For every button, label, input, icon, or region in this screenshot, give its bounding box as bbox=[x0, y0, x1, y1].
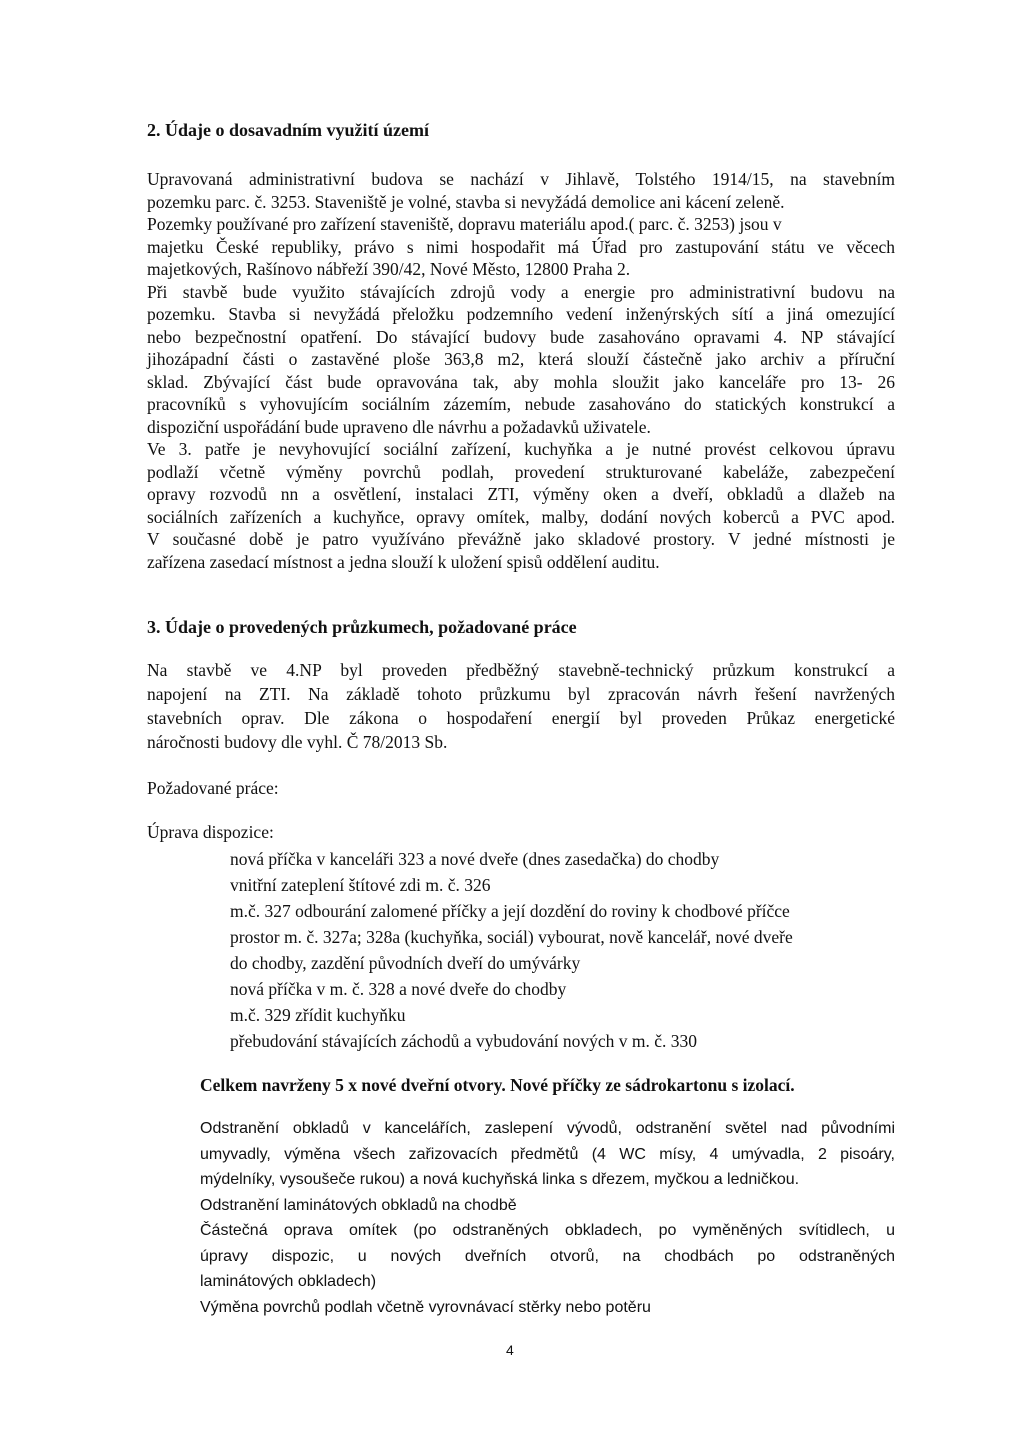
text-line: majetkových, Rašínovo nábřeží 390/42, Nové Město, 12800 Praha 2. bbox=[147, 259, 631, 279]
text-line: sociálních zařízeních a kuchyňce, opravy omítek, malby, dodání nových koberců a PVC apod. bbox=[147, 506, 895, 527]
summary-bold: Celkem navrženy 5 x nové dveřní otvory. Nové příčky ze sádrokartonu s izolací. bbox=[200, 1075, 795, 1095]
text-line: stavebních oprav. Dle zákona o hospodaření energií byl proveden Průkaz energetické bbox=[147, 708, 895, 728]
text-line: podlaží včetně výměny povrchů podlah, provedení strukturované kabeláže, zabezpečení bbox=[147, 461, 895, 482]
required-works-label: Požadované práce: bbox=[147, 778, 279, 798]
list-item: laminátových obkladech) bbox=[200, 1273, 377, 1290]
text-line: opravy rozvodů nn a osvětlení, instalaci ZTI, výměny oken a dveří, obkladů a dlažeb na bbox=[147, 484, 895, 504]
page-number: 4 bbox=[506, 1342, 514, 1358]
list-item: vnitřní zateplení štítové zdi m. č. 326 bbox=[230, 875, 491, 895]
list-item: nová příčka v m. č. 328 a nové dveře do chodby bbox=[230, 979, 567, 999]
works-list bbox=[200, 1116, 895, 1320]
list-item: umyvadly, výměna všech zařizovacích předmětů (4 WC mísy, 4 umývadla, 2 pisoáry, bbox=[200, 1145, 895, 1163]
layout-items-list bbox=[230, 846, 890, 1054]
list-item: prostor m. č. 327a; 328a (kuchyňka, sociál) vybourat, nově kancelář, nové dveře bbox=[230, 927, 793, 947]
list-item: mýdelníky, vysoušeče rukou) a nová kuchyňská linka s dřezem, myčkou a ledničkou. bbox=[200, 1171, 800, 1188]
text-line: pozemku parc. č. 3253. Staveniště je volné, stavba si nevyžádá demolice ani kácení zeleně. bbox=[147, 191, 785, 212]
list-item: m.č. 329 zřídit kuchyňku bbox=[230, 1005, 406, 1025]
text-line: majetku České republiky, právo s nimi hospodařit má Úřad pro zastupování státu ve věcech bbox=[147, 236, 895, 257]
section-3-paragraph bbox=[147, 658, 895, 754]
list-item: Výměna povrchů podlah včetně vyrovnávací stěrky nebo potěru bbox=[200, 1298, 651, 1316]
text-line: nebo bezpečnostní opatření. Do stávající budovy bude zasahováno opravami 4. NP stávající bbox=[147, 326, 895, 347]
section-2-paragraph bbox=[147, 168, 895, 573]
text-line: zařízena zasedací místnost a jedna slouží k uložení spisů oddělení auditu. bbox=[147, 551, 660, 572]
text-line: náročnosti budovy dle vyhl. Č 78/2013 Sb. bbox=[147, 732, 448, 752]
text-line: napojení na ZTI. Na základě tohoto průzkumu byl zpracován návrh řešení navržených bbox=[147, 684, 895, 704]
text-line: Na stavbě ve 4.NP byl proveden předběžný stavebně-technický průzkum konstrukcí a bbox=[147, 660, 895, 680]
text-line: dispoziční uspořádání bude upraveno dle návrhu a požadavků uživatele. bbox=[147, 416, 651, 437]
text-line: sklad. Zbývající část bude opravována tak, aby mohla sloužit jako kanceláře pro 13- 26 bbox=[147, 371, 895, 392]
text-line: Při stavbě bude využito stávajících zdrojů vody a energie pro administrativní budovu na bbox=[147, 281, 895, 302]
section-2-title: 2. Údaje o dosavadním využití území bbox=[147, 120, 430, 140]
list-item: Odstranění laminátových obkladů na chodbě bbox=[200, 1196, 517, 1214]
text-line: Upravovaná administrativní budova se nachází v Jihlavě, Tolstého 1914/15, na stavebním bbox=[147, 169, 895, 189]
text-line: V současné době je patro využíváno převážně jako skladové prostory. V jedné místnosti je bbox=[147, 529, 895, 549]
text-line: pozemku. Stavba si nevyžádá přeložku podzemního vedení inženýrských sítí a jiná omezující bbox=[147, 304, 895, 324]
list-item: m.č. 327 odbourání zalomené příčky a její dozdění do roviny k chodbové příčce bbox=[230, 901, 790, 921]
text-line: Ve 3. patře je nevyhovující sociální zařízení, kuchyňka a je nutné provést celkovou úpravu bbox=[147, 439, 895, 459]
layout-label: Úprava dispozice: bbox=[147, 822, 274, 842]
list-item: Částečná oprava omítek (po odstraněných obkladech, po vyměněných svítidlech, u bbox=[200, 1222, 895, 1239]
text-line: pracovníků s vyhovujícím sociálním zázemím, nebude zasahováno do statických konstrukcí a bbox=[147, 394, 895, 414]
section-3-title: 3. Údaje o provedených průzkumech, požadované práce bbox=[147, 617, 577, 637]
list-item: úpravy dispozic, u nových dveřních otvorů, na chodbách po odstraněných bbox=[200, 1247, 895, 1265]
list-item: do chodby, zazdění původních dveří do umývárky bbox=[230, 953, 581, 973]
list-item: nová příčka v kanceláři 323 a nové dveře (dnes zasedačka) do chodby bbox=[230, 849, 720, 869]
list-item: Odstranění obkladů v kancelářích, zaslepení vývodů, odstranění světel nad původními bbox=[200, 1120, 895, 1137]
text-line: Pozemky používané pro zařízení staveniště, dopravu materiálu apod.( parc. č. 3253) jsou v bbox=[147, 214, 782, 234]
text-line: jihozápadní části o zastavěné ploše 363,8 m2, která slouží částečně jako archiv a příruční bbox=[147, 349, 895, 369]
list-item: přebudování stávajících záchodů a vybudování nových v m. č. 330 bbox=[230, 1031, 698, 1051]
